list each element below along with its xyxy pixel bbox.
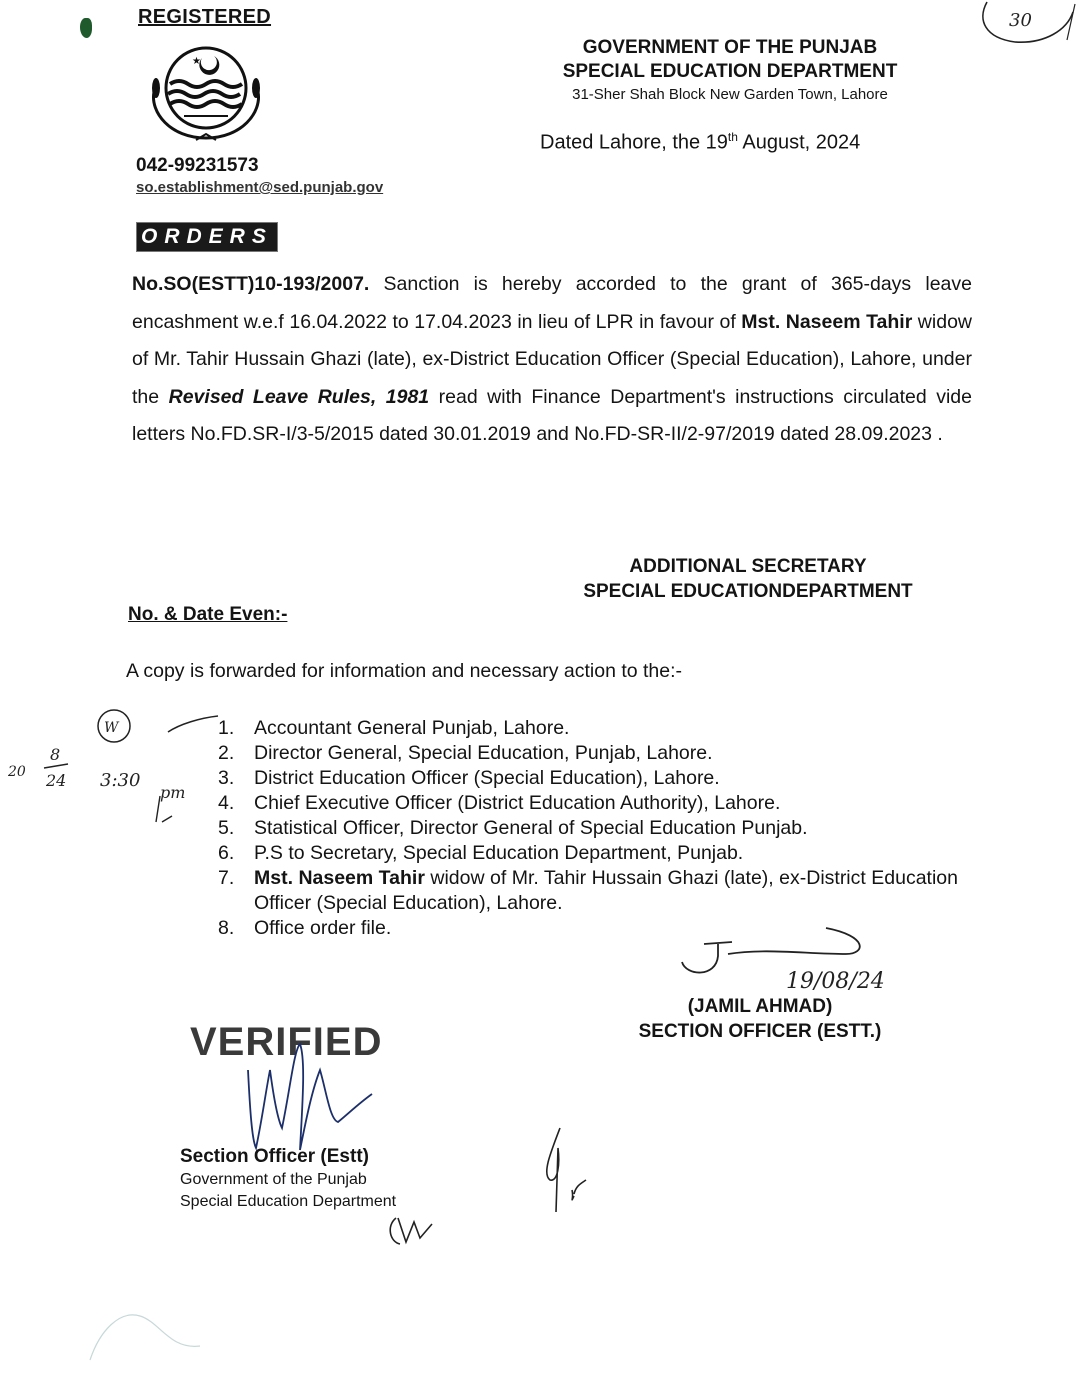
- officer-designation: SECTION OFFICER (ESTT.): [638, 1021, 882, 1042]
- department-title: SPECIAL EDUCATION DEPARTMENT: [562, 61, 898, 82]
- phone-number: 042-99231573: [136, 155, 259, 176]
- svg-text:24: 24: [46, 771, 67, 790]
- item-text: District Education Officer (Special Education), Lahore.: [254, 767, 720, 789]
- page-number-annotation: [975, 0, 1075, 50]
- email-address[interactable]: so.establishment@sed.punjab.gov: [136, 179, 384, 196]
- verification-officer-title: Section Officer (Estt): [180, 1146, 369, 1167]
- beneficiary-name: Mst. Naseem Tahir: [741, 310, 913, 333]
- item-number: 8.: [218, 917, 235, 939]
- list-item: [218, 741, 958, 766]
- date-month-year: August, 2024: [737, 131, 861, 154]
- verification-officer-block: [180, 1145, 396, 1213]
- item-text: P.S to Secretary, Special Education Department, Punjab.: [254, 842, 744, 864]
- item-text: Accountant General Punjab, Lahore.: [254, 717, 570, 739]
- initials-mark: [530, 1124, 600, 1224]
- verification-signature: [230, 1030, 390, 1160]
- item-number: 1.: [218, 717, 235, 739]
- order-text: read with Finance Department's instructions circulated vide letters No.FD.SR-I/3-5/2015 dated 30.01.2019 and No.FD-SR-II/2-97/2019 dated 28.09.2023 .: [132, 385, 972, 445]
- item-number: 6.: [218, 842, 235, 864]
- item-number: 7.: [218, 867, 235, 889]
- signatory-title: ADDITIONAL SECRETARY: [629, 556, 867, 577]
- orders-heading: ORDERS: [136, 222, 278, 252]
- order-number: No.SO(ESTT)10-193/2007.: [132, 273, 370, 295]
- svg-text:3:30: 3:30: [100, 770, 141, 791]
- stray-mark: [80, 1310, 220, 1370]
- svg-text:W: W: [104, 720, 119, 736]
- list-item: [218, 766, 958, 791]
- svg-text:19/08/24: 19/08/24: [786, 969, 885, 994]
- ink-mark: [80, 18, 92, 38]
- list-item: [218, 866, 958, 916]
- order-date: [540, 130, 860, 155]
- verification-department: Special Education Department: [180, 1193, 397, 1210]
- signatory-department: SPECIAL EDUCATIONDEPARTMENT: [583, 581, 913, 602]
- item-text: Office order file.: [254, 917, 392, 939]
- item-text: Director General, Special Education, Punjab, Lahore.: [254, 742, 713, 764]
- item-number: 5.: [218, 817, 235, 839]
- list-item: [218, 791, 958, 816]
- endorsement-heading: No. & Date Even:-: [128, 604, 288, 625]
- item-text: [254, 866, 958, 916]
- recipient-name: Mst. Naseem Tahir: [254, 867, 425, 889]
- item-text: Statistical Officer, Director General of Special Education Punjab.: [254, 817, 808, 839]
- forward-text: A copy is forwarded for information and necessary action to the:-: [126, 660, 683, 682]
- section-officer-block: [610, 994, 910, 1044]
- list-item: [218, 816, 958, 841]
- list-item: [218, 716, 958, 741]
- item-number: 2.: [218, 742, 235, 764]
- officer-name: (JAMIL AHMAD): [687, 996, 833, 1017]
- date-prefix: Dated Lahore, the 19: [540, 131, 728, 154]
- order-paragraph: [132, 266, 972, 454]
- svg-text:pm: pm: [160, 783, 186, 802]
- recipient-detail: widow of Mr. Tahir Hussain Ghazi (late), ex-District Education Officer (Special Education), Lahore.: [254, 867, 958, 914]
- registered-label: REGISTERED: [138, 6, 272, 28]
- list-item: [218, 841, 958, 866]
- svg-text:30: 30: [1009, 10, 1032, 31]
- recipient-list: [218, 716, 958, 941]
- order-text: widow of Mr. Tahir Hussain Ghazi (late), ex-District Education Officer (Special Education), Lahore, under the: [132, 310, 972, 408]
- initials-mark: [384, 1212, 444, 1252]
- svg-text:20: 20: [8, 764, 26, 780]
- punjab-emblem-logo: [140, 42, 272, 150]
- verification-government: Government of the Punjab: [180, 1171, 367, 1188]
- verified-stamp: VERIFIED: [190, 1020, 383, 1064]
- item-number: 3.: [218, 767, 235, 789]
- item-number: 4.: [218, 792, 235, 814]
- government-title: GOVERNMENT OF THE PUNJAB: [582, 37, 878, 58]
- section-officer-signature: [676, 924, 926, 994]
- handwritten-receipt-note: [0, 706, 225, 826]
- order-text: Sanction is hereby accorded to the grant of 365-days leave encashment w.e.f 16.04.2022 to 17.04.2023 in lieu of LPR in favour of: [132, 273, 972, 333]
- department-address: 31-Sher Shah Block New Garden Town, Lahore: [572, 86, 888, 103]
- svg-text:8: 8: [50, 745, 61, 764]
- svg-text:★: ★: [192, 56, 201, 67]
- department-header: [520, 36, 940, 106]
- rules-reference: Revised Leave Rules, 1981: [168, 385, 430, 408]
- item-text: Chief Executive Officer (District Education Authority), Lahore.: [254, 792, 781, 814]
- date-suffix: th: [727, 130, 738, 144]
- additional-secretary-block: [548, 554, 948, 604]
